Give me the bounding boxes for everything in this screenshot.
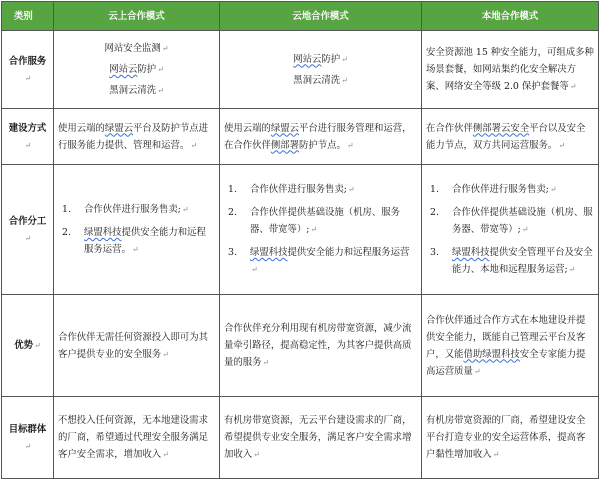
list-item: 1. 合作伙伴进行服务售卖;↵ <box>430 184 557 195</box>
header-cloud: 云上合作模式 <box>54 2 220 31</box>
list-item: 2. 合作伙伴提供基础设施（机房、服务器、带宽等）;↵ <box>430 207 593 235</box>
row-target <box>2 397 599 479</box>
row-label: 建设方式↵ <box>2 109 54 165</box>
cell-hybrid-target: 有机房带宽资源，无云平台建设需求的厂商，希望提供专业安全服务，满足客户安全需求增加收入↵ <box>220 397 422 479</box>
list-item: 1. 合作伙伴进行服务售卖;↵ <box>62 204 189 215</box>
cell-local-target: 有机房带宽资源的厂商，希望建设安全平台打造专业的安全运营体系，提高客户黏性增加收入↵ <box>422 397 599 479</box>
cell-cloud-target: 不想投入任何资源，无本地建设需求的厂商，希望通过代理安全服务满足客户安全需求，增加收入↵ <box>54 397 220 479</box>
row-division <box>2 165 599 295</box>
list-item: 2. 绿盟科技提供安全能力和远程服务运营。↵ <box>62 227 206 255</box>
row-label: 优势↵ <box>2 295 54 397</box>
row-build <box>2 109 599 165</box>
cell-cloud-advantage: 合作伙伴无需任何资源投入即可为其客户提供专业的安全服务↵ <box>54 295 220 397</box>
list-item: 1. 合作伙伴进行服务售卖;↵ <box>228 184 355 195</box>
comparison-table <box>1 1 599 479</box>
header-hybrid: 云地合作模式 <box>220 2 422 31</box>
header-local: 本地合作模式 <box>422 2 599 31</box>
cell-hybrid-advantage: 合作伙伴充分利用现有机房带宽资源，减少流量牵引路径，提高稳定性，为其客户提供高质量的服务↵ <box>220 295 422 397</box>
row-service <box>2 31 599 109</box>
cell-cloud-build: 使用云端的绿盟云平台及防护节点进行服务能力提供、管理和运营。↵ <box>54 109 220 165</box>
list-item: 2. 合作伙伴提供基础设施（机房、服务器、带宽等）;↵ <box>228 207 401 235</box>
cell-cloud-service: 网站安全监测↵ 网站云防护↵ 黑洞云清洗↵ <box>54 31 220 109</box>
cell-local-division <box>422 165 599 295</box>
cell-local-advantage: 合作伙伴通过合作方式在本地建设并提供安全能力，既能自己管理云平台及客户，又能借助绿盟科技安全专家能力提高运营质量↵ <box>422 295 599 397</box>
row-advantage <box>2 295 599 397</box>
cell-hybrid-division <box>220 165 422 295</box>
header-category: 类别 <box>2 2 54 31</box>
list-item: 3. 绿盟科技提供安全管理平台及安全能力、本地和远程服务运营;↵ <box>430 247 593 275</box>
cell-local-build: 在合作伙伴侧部署云安全平台以及安全能力节点，双方共同运营服务。↵ <box>422 109 599 165</box>
row-label: 合作服务↵ <box>2 31 54 109</box>
list-item: 3. 绿盟科技提供安全能力和远程服务运营↵ <box>228 247 410 274</box>
cell-hybrid-build: 使用云端的绿盟云平台进行服务管理和运营，在合作伙伴侧部署防护节点。↵ <box>220 109 422 165</box>
cell-hybrid-service: 网站云防护↵ 黑洞云清洗↵ <box>220 31 422 109</box>
cell-cloud-division <box>54 165 220 295</box>
row-label: 合作分工↵ <box>2 165 54 295</box>
row-label: 目标群体↵ <box>2 397 54 479</box>
cell-local-service: 安全资源池 15 种安全能力，可组成多种场景套餐，如网站集约化安全解决方案、网络安全等级 2.0 保护套餐等↵ <box>422 31 599 109</box>
header-row <box>2 2 599 31</box>
